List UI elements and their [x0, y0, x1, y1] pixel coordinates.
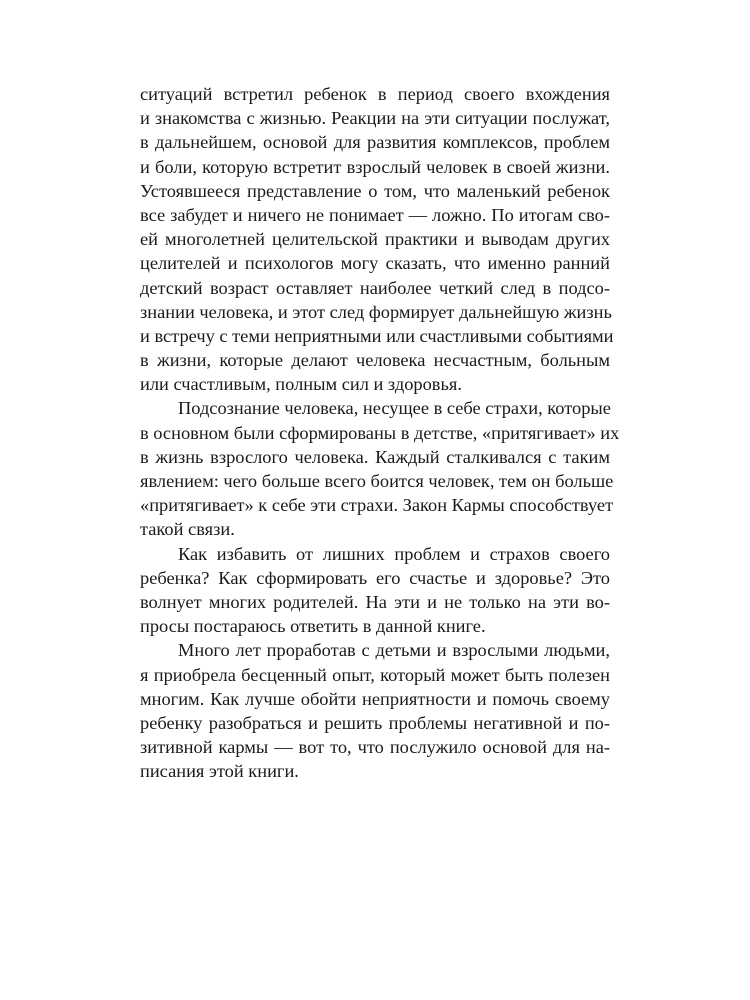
text-line: Устоявшееся представление о том, что маленький ребенок — [140, 180, 610, 201]
text-line: знании человека, и этот след формирует дальнейшую жизнь — [140, 301, 612, 322]
text-line: ей многолетней целительской практики и выводам других — [140, 229, 610, 250]
text-line: такой связи. — [140, 519, 235, 540]
text-line: или счастливым, полным сил и здоровья. — [140, 374, 462, 395]
text-line: и знакомства с жизнью. Реакции на эти ситуации послужат, — [140, 108, 610, 129]
text-line: в дальнейшем, основой для развития комплексов, проблем — [140, 132, 610, 153]
text-line: «притягивает» к себе эти страхи. Закон Кармы способствует — [140, 495, 614, 516]
text-line: ребенка? Как сформировать его счастье и здоровье? Это — [140, 567, 610, 588]
body-text — [140, 82, 620, 783]
text-line: в жизни, которые делают человека несчастным, больным — [140, 350, 610, 371]
text-line: зитивной кармы — вот то, что послужило основой для на- — [140, 737, 610, 758]
text-line: писания этой книги. — [140, 761, 299, 782]
text-line: в жизнь взрослого человека. Каждый сталкивался с таким — [140, 446, 610, 467]
text-line: Много лет проработав с детьми и взрослыми людьми, — [178, 640, 610, 661]
text-line: детский возраст оставляет наиболее четкий след в подсо- — [140, 277, 610, 298]
text-line: целителей и психологов могу сказать, что именно ранний — [140, 253, 610, 274]
text-line: и встречу с теми неприятными или счастливыми событиями — [140, 325, 614, 346]
text-line: ребенку разобраться и решить проблемы негативной и по- — [140, 712, 610, 733]
text-line: просы постараюсь ответить в данной книге. — [140, 616, 486, 637]
text-line: многим. Как лучше обойти неприятности и помочь своему — [140, 688, 610, 709]
text-line: волнует многих родителей. На эти и не только на эти во- — [140, 591, 610, 612]
text-line: Как избавить от лишних проблем и страхов своего — [178, 543, 610, 564]
text-line: Подсознание человека, несущее в себе страхи, которые — [178, 398, 611, 419]
text-line: и боли, которую встретит взрослый человек в своей жизни. — [140, 156, 610, 177]
text-line: явлением: чего больше всего боится человек, тем он больше — [140, 471, 614, 491]
text-line: в основном были сформированы в детстве, «притягивает» их — [140, 422, 620, 443]
text-line: ситуаций встретил ребенок в период своего вхождения — [140, 84, 610, 104]
text-line: я приобрела бесценный опыт, который может быть полезен — [140, 664, 610, 685]
text-line: все забудет и ничего не понимает — ложно. По итогам сво- — [140, 204, 610, 225]
